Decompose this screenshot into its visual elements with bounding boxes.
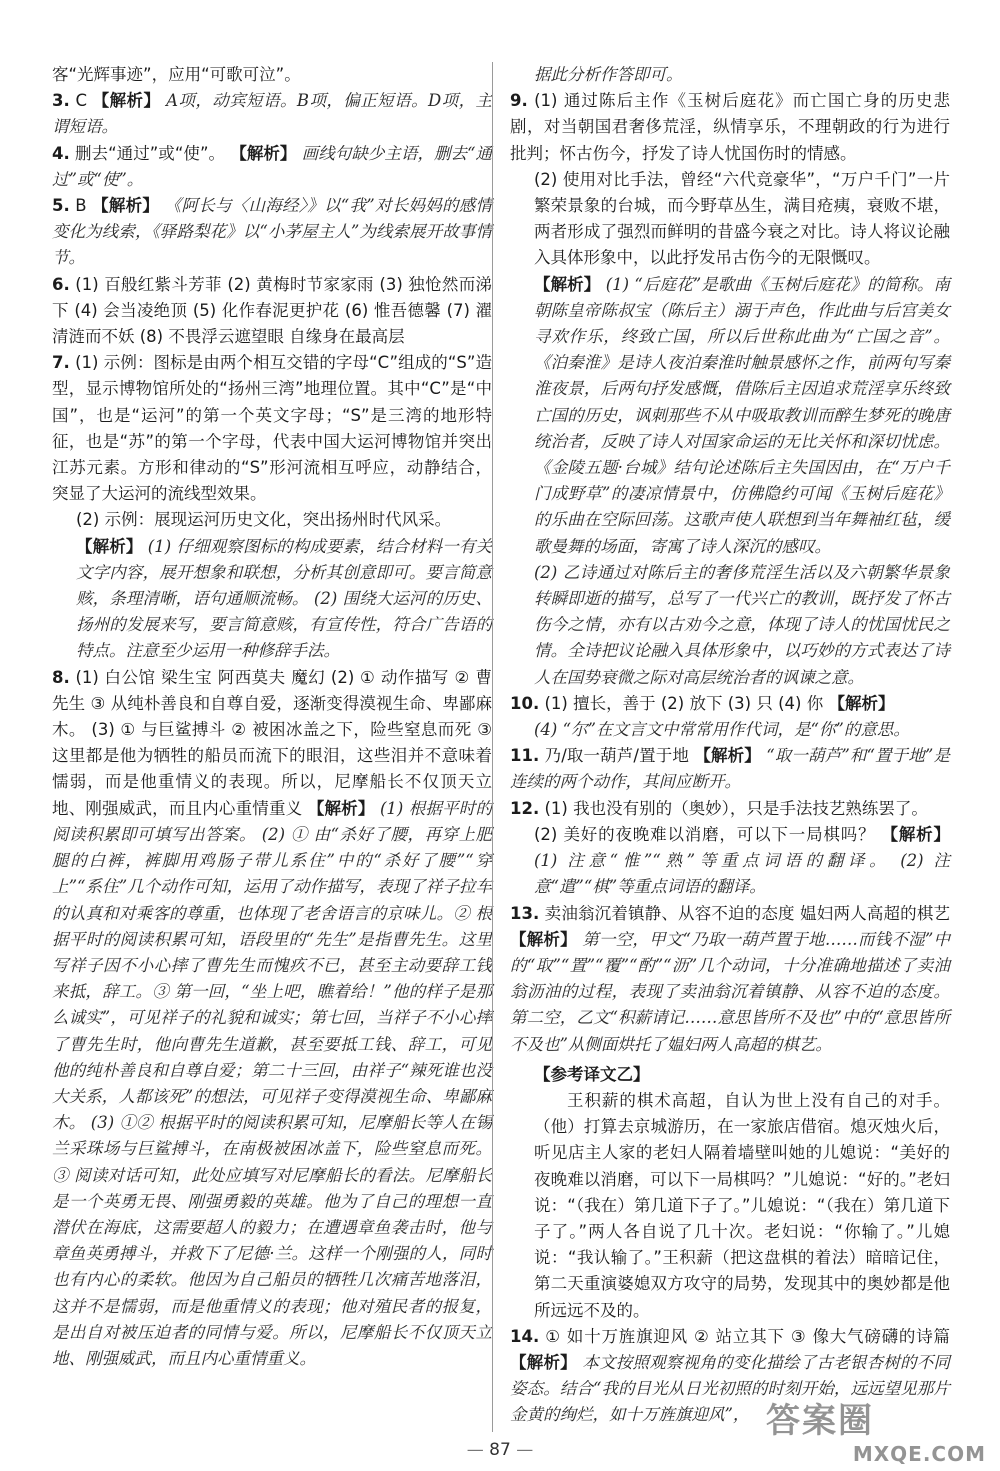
- column-divider: [492, 62, 493, 1432]
- question-9-analysis: 【解析】 (1) “后庭花”是歌曲《玉树后庭花》的简称。南朝陈皇帝陈叔宝（陈后主）溺于声色，作此曲与后宫美女寻欢作乐，终致亡国，所以后世称此曲为“亡国之音”。《泊秦淮》是诗人夜泊秦淮时触景感怀之作，前两句写秦淮夜景，后两句抒发感慨，借陈后主因追求荒淫享乐终致亡国的历史，讽刺那些不从中吸取教训而醉生梦死的晚唐统治者，反映了诗人对国家命运的无比关怀和深切忧虑。《金陵五题·台城》结句论述陈后主失国因由，在“万户千门成野草”的凄凉情景中，仿佛隐约可闻《玉树后庭花》的乐曲在空际回荡。这歌声使人联想到当年舞袖红毡，缓歌曼舞的场面，寄寓了诗人深沉的感叹。: [534, 274, 951, 556]
- left-column: [52, 62, 492, 1372]
- question-11: 11. 乃/取一葫芦/置于地 【解析】 “取一葫芦”和“置于地”是连续的两个动作，其间应断开。: [510, 746, 950, 792]
- right-column: [510, 62, 950, 1429]
- translation-text: 王积薪的棋术高超，自认为世上没有自己的对手。（他）打算去京城游历，在一家旅店借宿。熄灭烛火后，听见店主人家的老妇人隔着墙壁叫她的儿媳说：“美好的夜晚难以消磨，可以下一局棋吗？”儿媳说：“好的。”老妇说：“（我在）第几道下子了。”儿媳说：“（我在）第几道下子了。”两人各自说了几十次。老妇说：“你输了。”儿媳说：“我认输了。”王积薪（把这盘棋的着法）暗暗记住，第二天重演婆媳双方攻守的局势，发现其中的奥妙都是他所远远不及的。: [534, 1090, 950, 1320]
- question-9: 9. (1) 通过陈后主作《玉树后庭花》而亡国亡身的历史悲剧，对当朝国君奢侈荒淫，纵情享乐，不理朝政的行为进行批判；怀古伤今，抒发了诗人忧国伤时的情感。: [510, 91, 950, 163]
- continued-text: 客“光辉事迹”，应用“可歌可泣”。: [52, 65, 301, 84]
- question-9-answer-2: (2) 使用对比手法，曾经“六代竞豪华”，“万户千门”一片繁荣景象的台城，而今野草丛生，满目疮痍，衰败不堪，两者形成了强烈而鲜明的昔盛今衰之对比。诗人将议论融入具体形象中，以此抒发吊古伤今的无限慨叹。: [534, 169, 950, 268]
- question-7-answer-2: (2) 示例：展现运河历史文化，突出扬州时代风采。: [76, 510, 452, 530]
- page-number: 87: [489, 1440, 511, 1460]
- translation-heading: 【参考译文乙】: [534, 1064, 650, 1084]
- question-7-analysis: 【解析】 (1) 仔细观察图标的构成要素，结合材料一有关文字内容，展开想象和联想，分析其创意即可。要言简意赅，条理清晰，语句通顺流畅。 (2) 围绕大运河的历史、扬州的发展来写，要言简意赅，有宣传性，符合广告语的特点。注意至少运用一种修辞手法。: [76, 536, 492, 661]
- watermark-logo: [766, 1393, 986, 1466]
- question-6: 6. (1) 百般红紫斗芳菲 (2) 黄梅时节家家雨 (3) 独怆然而涕下 (4) 会当凌绝顶 (5) 化作春泥更护花 (6) 惟吾德馨 (7) 濯清涟而不妖 (8) 不畏浮云遮望眼 自缘身在最高层: [52, 274, 492, 347]
- question-12-answer-2: (2) 美好的夜晚难以消磨，可以下一局棋吗？ 【解析】 (1) 注意“惟”“熟”等重点词语的翻译。 (2) 注意“遣”“棋”等重点词语的翻译。: [534, 824, 950, 897]
- watermark-title: 答案圈: [766, 1401, 874, 1441]
- question-9-analysis-2: (2) 乙诗通过对陈后主的奢侈荒淫生活以及六朝繁华景象转瞬即逝的描写，总写了一代兴亡的教训，既抒发了怀古伤今之情，亦有以古劝今之意，体现了诗人的忧国忧民之情。全诗把议论融入具体形象中，以巧妙的方式表达了诗人在国势衰微之际对高层统治者的讽谏之意。: [534, 562, 950, 687]
- question-12: 12. (1) 我也没有别的（奥妙），只是手法技艺熟练罢了。: [510, 798, 928, 818]
- question-13: 13. 卖油翁沉着镇静、从容不迫的态度 媪妇两人高超的棋艺 【解析】 第一空，甲文“乃取一葫芦置于地……而钱不湿”中的“取”“置”“覆”“酌”“沥”几个动词，十分准确地描述了卖油翁沥油的过程，表现了卖油翁沉着镇静、从容不迫的态度。第二空，乙文“积薪请记……意思皆所不及也”中的“意思皆所不及也”从侧面烘托了媪妇两人高超的棋艺。: [510, 903, 950, 1054]
- question-7: 7. (1) 示例：图标是由两个相互交错的字母“C”组成的“S”造型，显示博物馆所处的“扬州三湾”地理位置。其中“C”是“中国”，也是“运河”的第一个英文字母；“S”是三湾的地形特征，也是“苏”的第一个字母，代表中国大运河博物馆并突出江苏元素。方形和律动的“S”形河流相互呼应，动静结合，突显了大运河的流线型效果。: [52, 353, 492, 504]
- watermark-url: MXQE.COM: [852, 1442, 986, 1466]
- question-10-analysis: (4) “尔”在文言文中常常用作代词，是“你”的意思。: [534, 720, 910, 740]
- question-4: 4. 删去“通过”或“使”。 【解析】 画线句缺少主语，删去“通过”或“使”。: [52, 143, 493, 189]
- page-footer: — 87 —: [466, 1440, 534, 1460]
- question-3: 3. C 【解析】 A项，动宾短语。B项，偏正短语。D项，主谓短语。: [52, 91, 493, 137]
- question-5: 5. B 【解析】 《阿长与〈山海经〉》以“我”对长妈妈的感情变化为线索，《驿路梨花》以“小茅屋主人”为线索展开故事情节。: [52, 196, 493, 268]
- question-10: 10. (1) 擅长，善于 (2) 放下 (3) 只 (4) 你 【解析】: [510, 693, 895, 713]
- question-8: 8. (1) 白公馆 梁生宝 阿西莫夫 魔幻 (2) ① 动作描写 ② 曹先生 ③ 从纯朴善良和自尊自爱，逐渐变得漠视生命、卑鄙麻木。 (3) ① 与巨鲨搏斗 ② 被困冰盖之下，险些窒息而死 ③ 这里都是他为牺牲的船员而流下的眼泪，这些泪并不意味着懦弱，而是他重情义的表现。所以，尼摩船长不仅顶天立地、刚强威武，而且内心重情重义 【解析】 (1) 根据平时的阅读积累即可填写出答案。 (2) ① 由“杀好了腰，再穿上肥腿的白裤，裤脚用鸡肠子带儿系住”中的“杀好了腰”“穿上”“系住”几个动作可知，运用了动作描写，表现了祥子拉车的认真和对乘客的尊重，也体现了老舍语言的京味儿。② 根据平时的阅读积累可知，语段里的“先生”是指曹先生。这里写祥子因不小心摔了曹先生而愧疚不已，甚至主动要辞工钱来抵，辞工。③ 第一回，“坐上吧，瞧着给！”他的样子是那么诚实”，可见祥子的礼貌和诚实；第七回，当祥子不小心摔了曹先生时，他向曹先生道歉，甚至要抵工钱、辞工，可见他的纯朴善良和自尊自爱；第二十三回，由祥子“辣死谁也没大关系，人都该死”的想法，可见祥子变得漠视生命、卑鄙麻木。 (3) ①② 根据平时的阅读积累可知，尼摩船长等人在锡兰采珠场与巨鲨搏斗，在南极被困冰盖下，险些窒息而死。③ 阅读对话可知，此处应填写对尼摩船长的看法。尼摩船长是一个英勇无畏、刚强勇毅的英雄。他为了自己的理想一直潜伏在海底，这需要超人的毅力；在遭遇章鱼袭击时，他与章鱼英勇搏斗，并救下了尼德·兰。这样一个刚强的人，同时也有内心的柔软。他因为自己船员的牺牲几次痛苦地落泪，这并不是懦弱，而是他重情义的表现；他对殖民者的报复，是出自对被压迫者的同情与爱。所以，尼摩船长不仅顶天立地、刚强威武，而且内心重情重义。: [52, 667, 492, 1368]
- question-14: 14. ① 如十万旌旗迎风 ② 站立其下 ③ 像大气磅礴的诗篇 【解析】 本文按照观察视角的变化描绘了古老银杏树的不同姿态。结合“我的目光从日光初照的时刻开始，远远望见那片金黄的绚烂，如十万旌旗迎风”，: [510, 1326, 951, 1425]
- continued-analysis: 据此分析作答即可。: [534, 65, 683, 84]
